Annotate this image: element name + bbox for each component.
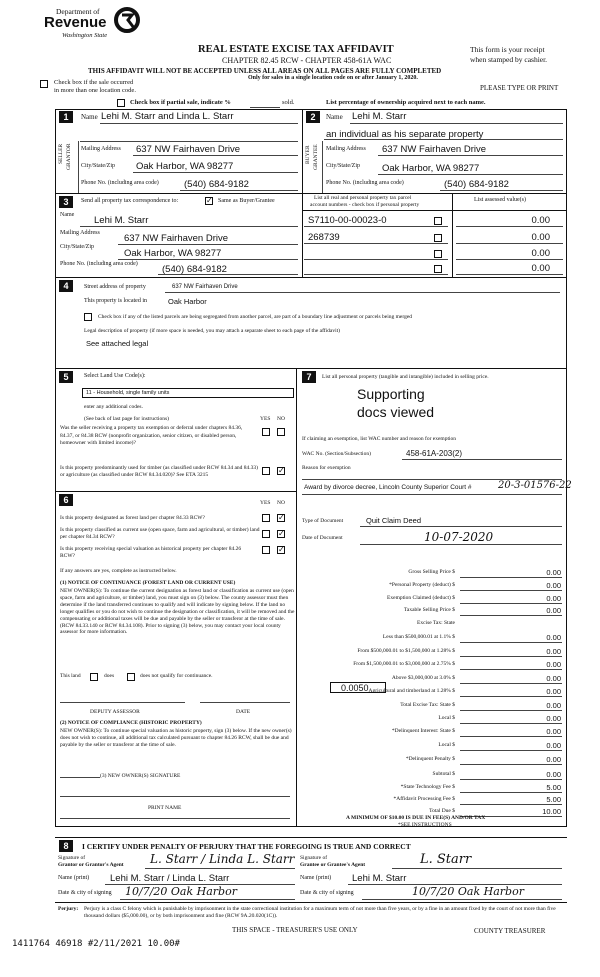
tax-row-value[interactable]: 5.00	[546, 795, 561, 804]
multi-location-label-1: Check box if the sale occurred	[54, 79, 134, 86]
perjury-text: Perjury is a class C felony which is punishable by imprisonment in the state correctional institution for a maximum term of not more than five years, or by a fine in an amount fixed by the court of not more than five thousand dollars ($5,000.00), or by both imprisonment and fine (RCW 9A.20.020(1C)).	[84, 906, 556, 919]
seller-mail[interactable]: 637 NW Fairhaven Drive	[136, 144, 241, 155]
tax-row-label: *Affidavit Processing Fee $	[393, 796, 455, 802]
parcel-4-personal-checkbox[interactable]	[434, 265, 442, 273]
section-2-badge: 2	[306, 111, 320, 123]
tax-row-value[interactable]: 0.00	[546, 741, 561, 750]
tax-row-label: Above $3,000,000 at 3.0% $	[391, 675, 455, 681]
tax-name[interactable]: Lehi M. Starr	[94, 215, 149, 226]
section-1-badge: 1	[59, 111, 73, 123]
seller-phone-label: Phone No. (including area code)	[81, 180, 159, 186]
tax-row-label: Total Excise Tax: State $	[400, 702, 455, 708]
grantee-signature[interactable]: L. Starr	[420, 852, 472, 867]
s5-q1-yes[interactable]	[262, 428, 270, 436]
grantee-sig-label-2: Grantee or Grantee's Agent	[300, 862, 366, 868]
same-as-buyer-label: Same as Buyer/Grantee	[218, 198, 275, 204]
section-5-badge: 5	[59, 371, 73, 383]
grantee-name-label: Name (print)	[300, 875, 332, 881]
deputy-assessor: DEPUTY ASSESSOR	[90, 709, 140, 715]
s6-q3-no[interactable]: ✓	[278, 545, 285, 554]
grantor-date-city[interactable]: 10/7/20 Oak Harbor	[125, 885, 237, 898]
s5-q1: Was the seller receiving a property tax exemption or deferral under chapters 84.36, 84.37, or 84.38 RCW (nonprofit organization, senior citizen, or disabled person, homeowner with limited income)?	[60, 425, 243, 446]
partial-sale-sold: sold.	[282, 99, 295, 106]
tax-row-value[interactable]: 0.00	[546, 687, 561, 696]
parcel-1[interactable]: S7110-00-00023-0	[308, 215, 387, 226]
claiming-exemption: If claiming an exemption, list WAC number and reason for exemption	[302, 436, 457, 442]
grantee-sig-label-1: Signature of	[300, 855, 328, 861]
this-land-label: This land	[60, 673, 81, 679]
additional-codes: enter any additional codes.	[84, 404, 143, 410]
notice1-title: (1) NOTICE OF CONTINUANCE (FOREST LAND OR CURRENT USE)	[60, 580, 236, 586]
tax-row-value[interactable]: 0.00	[546, 770, 561, 779]
form-warning: THIS AFFIDAVIT WILL NOT BE ACCEPTED UNLESS ALL AREAS ON ALL PAGES ARE FULLY COMPLETED	[88, 67, 442, 75]
buyer-name-2[interactable]: an individual as his separate property	[326, 129, 484, 140]
partial-sale-checkbox[interactable]	[117, 99, 125, 107]
parcel-header-2: account numbers - check box if personal property	[310, 202, 420, 208]
section-8-badge: 8	[59, 840, 73, 852]
form-chapter: CHAPTER 82.45 RCW - CHAPTER 458-61A WAC	[222, 56, 392, 65]
grantor-name[interactable]: Lehi M. Starr / Linda L. Starr	[110, 873, 230, 884]
dept-name: Revenue	[44, 14, 107, 31]
revenue-emblem-icon	[114, 6, 140, 34]
s6-q3-yes[interactable]	[262, 546, 270, 554]
case-number[interactable]: 20-3-01576-22	[498, 480, 572, 491]
tax-row-label: Agricultural and timberland at 1.28% $	[368, 688, 455, 694]
doc-date-label: Date of Document	[302, 535, 343, 541]
parcel-2-personal-checkbox[interactable]	[434, 234, 442, 242]
same-as-buyer-checkbox[interactable]: ✓	[206, 196, 213, 205]
doc-type[interactable]: Quit Claim Deed	[366, 516, 422, 525]
tax-row-value[interactable]: 0.00	[546, 568, 561, 577]
located-label: This property is located in	[84, 298, 147, 304]
seller-name-label: Name	[81, 113, 98, 121]
wac-number[interactable]: 458-61A-203(2)	[406, 449, 463, 458]
tax-row-label: Exemption Claimed (deduct) $	[387, 595, 455, 601]
assessed-2[interactable]: 0.00	[531, 232, 550, 243]
supporting-docs-line1: Supporting	[357, 386, 425, 402]
assessed-1[interactable]: 0.00	[531, 215, 550, 226]
print-name: PRINT NAME	[148, 805, 182, 811]
tax-row-label: *State Technology Fee $	[400, 784, 455, 790]
assessed-3[interactable]: 0.00	[531, 248, 550, 259]
s6-q1: Is this property designated as forest land per chapter 84.33 RCW?	[60, 515, 205, 521]
s5-q2-no[interactable]: ✓	[278, 466, 285, 475]
tax-row-label: From $1,500,000.01 to $3,000,000 at 2.75% $	[353, 661, 455, 667]
land-does-label: does	[104, 673, 115, 679]
tax-row-label: *Delinquent Interest: State $	[391, 728, 455, 734]
doc-date[interactable]: 10-07-2020	[424, 530, 494, 544]
tax-row-value[interactable]: 0.00	[546, 606, 561, 615]
deputy-date: DATE	[236, 709, 251, 715]
tax-row-value[interactable]: 0.00	[546, 581, 561, 590]
buyer-name[interactable]: Lehi M. Starr	[352, 111, 407, 122]
tax-row-value[interactable]: 0.00	[546, 633, 561, 642]
seller-side-label: SELLER GRANTOR	[58, 143, 72, 170]
s5-q2-yes[interactable]	[262, 467, 270, 475]
s6-if-yes: If any answers are yes, complete as instructed below.	[60, 568, 177, 574]
tax-row-label: Local $	[438, 715, 455, 721]
multi-location-checkbox[interactable]	[40, 80, 48, 88]
local-rate-box[interactable]: 0.0050	[330, 682, 386, 693]
grantor-name-label: Name (print)	[58, 875, 90, 881]
buyer-phone[interactable]: (540) 684-9182	[444, 179, 509, 190]
grantor-sig-label-2: Grantor or Grantor's Agent	[58, 862, 124, 868]
s6-q2-no[interactable]: ✓	[278, 529, 285, 538]
buyer-side-label: BUYER GRANTEE	[305, 144, 319, 170]
s6-q2: Is this property classified as current use (open space, farm and agricultural, or timber) land per chapter 84.34 RCW?	[60, 527, 260, 540]
s6-no: NO	[277, 500, 285, 506]
s6-q3: Is this property receiving special valuation as historical property per chapter 84.26 RCW?	[60, 546, 242, 559]
tax-mail[interactable]: 637 NW Fairhaven Drive	[124, 233, 229, 244]
s5-q2: Is this property predominantly used for timber (as classified under RCW 84.34 and 84.33) or agriculture (as classified under RCW 84.34.020)? See ETA 3215	[60, 465, 259, 478]
buyer-mail[interactable]: 637 NW Fairhaven Drive	[382, 144, 487, 155]
reason-label: Reason for exemption	[302, 465, 351, 471]
tax-city[interactable]: Oak Harbor, WA 98277	[124, 248, 222, 259]
segregated-label: Check box if any of the listed parcels are being segregated from another parcel, are part of a boundary line adjustment or parcels being merged	[98, 314, 413, 320]
section-4-badge: 4	[59, 280, 73, 292]
parcel-1-personal-checkbox[interactable]	[434, 217, 442, 225]
tax-row-value[interactable]: 10.00	[542, 807, 561, 816]
buyer-name-label: Name	[326, 113, 343, 121]
dept-top: Department of	[56, 7, 100, 16]
notice2-body: NEW OWNER(S): To continue special valuation as historic property, sign (3) below. If the new owner(s) does not wish to continue, all additional tax calculated pursuant to chapter 84.26 RCW, shall be due and payable by the seller or transferor at the time of sale.	[60, 728, 292, 748]
receipt-line-1: This form is your receipt	[470, 45, 545, 54]
buyer-city[interactable]: Oak Harbor, WA 98277	[382, 163, 480, 174]
dept-state: Washington State	[62, 32, 108, 39]
legal-label: Legal description of property (if more space is needed, you may attach a separate sheet to each page of the affidavit)	[84, 328, 340, 334]
revenue-logo	[44, 6, 124, 40]
partial-sale-label: Check box if partial sale, indicate %	[130, 99, 231, 106]
tax-row-value[interactable]: 0.00	[546, 714, 561, 723]
s6-q1-yes[interactable]	[262, 514, 270, 522]
tax-row-label: Excise Tax: State	[416, 620, 455, 626]
grantee-date-city[interactable]: 10/7/20 Oak Harbor	[412, 885, 524, 898]
land-use-select[interactable]: 11 - Household, single family units	[82, 388, 294, 398]
parcel-2[interactable]: 268739	[308, 232, 340, 243]
notice2-title: (2) NOTICE OF COMPLIANCE (HISTORIC PROPERTY)	[60, 720, 202, 726]
personal-property-label: List all personal property (tangible and intangible) included in selling price.	[322, 374, 489, 380]
assessed-4[interactable]: 0.00	[531, 263, 550, 274]
receipt-stamp: 1411764 46918 #2/11/2021 10.00#	[12, 939, 180, 949]
tax-row-label: Total Due $	[429, 808, 455, 814]
section-3-badge: 3	[59, 196, 73, 208]
seller-city[interactable]: Oak Harbor, WA 98277	[136, 161, 234, 172]
form-only-for: Only for sales in a single location code on or after January 1, 2020.	[248, 75, 418, 81]
tax-row-label: Taxable Selling Price $	[403, 607, 455, 613]
tax-mail-label: Mailing Address	[60, 230, 100, 236]
s6-q2-yes[interactable]	[262, 530, 270, 538]
seller-name[interactable]: Lehi M. Starr and Linda L. Starr	[101, 111, 234, 122]
buyer-phone-label: Phone No. (including area code)	[326, 180, 404, 186]
tax-row-label: Gross Selling Price $	[408, 569, 455, 575]
tax-row-label: From $500,000.01 to $1,500,000 at 1.28% $	[357, 648, 455, 654]
grantor-date-label: Date & city of signing	[58, 890, 112, 896]
tax-name-label: Name	[60, 212, 75, 218]
land-use-label: Select Land Use Code(s):	[84, 373, 146, 379]
buyer-mail-label: Mailing Address	[326, 146, 366, 152]
legal-description[interactable]: See attached legal	[86, 339, 149, 348]
located-city[interactable]: Oak Harbor	[168, 297, 207, 306]
assessed-header: List assessed value(s)	[474, 197, 526, 203]
form-title: REAL ESTATE EXCISE TAX AFFIDAVIT	[198, 44, 394, 55]
ownership-note: List percentage of ownership acquired next to each name.	[326, 99, 486, 106]
land-does-not-checkbox[interactable]	[127, 673, 135, 681]
new-owner-signature: (3) NEW OWNER(S) SIGNATURE	[100, 773, 181, 779]
seller-mail-label: Mailing Address	[81, 146, 121, 152]
tax-row-label: Less than $500,000.01 at 1.1% $	[382, 634, 455, 640]
treasurer-space: THIS SPACE - TREASURER'S USE ONLY	[232, 926, 358, 934]
s5-q1-no[interactable]	[277, 428, 285, 436]
buyer-city-label: City/State/Zip	[326, 163, 360, 169]
street-address[interactable]: 637 NW Fairhaven Drive	[172, 284, 238, 290]
tax-row-value[interactable]: 0.00	[546, 647, 561, 656]
tax-row-value[interactable]: 0.00	[546, 594, 561, 603]
parcel-3-personal-checkbox[interactable]	[434, 250, 442, 258]
tax-row-label: *Delinquent Penalty $	[405, 756, 455, 762]
grantee-date-label: Date & city of signing	[300, 890, 354, 896]
multi-location-label-2: in more than one location code.	[54, 87, 136, 94]
grantor-sig-label-1: Signature of	[58, 855, 86, 861]
tax-phone-label: Phone No. (including area code)	[60, 261, 138, 267]
doc-type-label: Type of Document	[302, 518, 344, 524]
tax-row-label: Subtotal $	[432, 771, 455, 777]
grantor-signature[interactable]: L. Starr / Linda L. Starr	[150, 852, 295, 866]
s5-yes: YES	[260, 416, 271, 422]
minimum-due: A MINIMUM OF $10.00 IS DUE IN FEE(S) AND/OR TAX	[346, 815, 486, 821]
see-instructions: *SEE INSTRUCTIONS	[398, 822, 452, 828]
parcel-header-1: List all real and personal property tax parcel	[314, 195, 412, 201]
perjury-title: Perjury:	[58, 906, 79, 912]
grantee-name[interactable]: Lehi M. Starr	[352, 873, 407, 884]
notice1-body: NEW OWNER(S): To continue the current designation as forest land or classification as current use (open space, farm and agriculture, or timber) land, you must sign on (3) below. The county assessor must then determine if the land transferred continues to qualify and will indicate by signing below. If the land no longer qualifies or you do not wish to continue the designation or classification, it will be removed and the compensating or additional taxes will be due and payable by the seller or transferor at the time of sale. (RCW 84.33.140 or RCW 84.34.108). Prior to signing (3) below, you may contact your local county assessor for more information.	[60, 588, 295, 636]
tax-row-value[interactable]: 5.00	[546, 783, 561, 792]
s6-q1-no[interactable]: ✓	[278, 513, 285, 522]
seller-city-label: City/State/Zip	[81, 163, 115, 169]
tax-row-label: Local $	[438, 742, 455, 748]
tax-city-label: City/State/Zip	[60, 244, 94, 250]
send-correspondence-label: Send all property tax correspondence to:	[81, 198, 179, 204]
receipt-line-2: when stamped by cashier.	[470, 55, 548, 64]
county-treasurer: COUNTY TREASURER	[474, 927, 546, 935]
s6-yes: YES	[260, 500, 271, 506]
see-back: (See back of last page for instructions)	[84, 416, 169, 422]
tax-row-value[interactable]: 0.00	[546, 660, 561, 669]
tax-phone[interactable]: (540) 684-9182	[162, 264, 227, 275]
street-label: Street address of property	[84, 284, 146, 290]
wac-label: WAC No. (Section/Subsection)	[302, 451, 371, 457]
s5-no: NO	[277, 416, 285, 422]
land-does-checkbox[interactable]	[90, 673, 98, 681]
tax-row-value[interactable]: 0.00	[546, 755, 561, 764]
exemption-reason[interactable]: Award by divorce decree, Lincoln County Superior Court #	[304, 484, 472, 491]
tax-row-value[interactable]: 0.00	[546, 727, 561, 736]
type-or-print: PLEASE TYPE OR PRINT	[480, 84, 559, 92]
section-7-badge: 7	[302, 371, 316, 383]
seller-phone[interactable]: (540) 684-9182	[184, 179, 249, 190]
tax-row-value[interactable]: 0.00	[546, 701, 561, 710]
certify-statement: I CERTIFY UNDER PENALTY OF PERJURY THAT THE FOREGOING IS TRUE AND CORRECT	[82, 842, 411, 851]
tax-row-value[interactable]: 0.00	[546, 674, 561, 683]
segregated-checkbox[interactable]	[84, 313, 92, 321]
section-6-badge: 6	[59, 494, 73, 506]
tax-row-label: *Personal Property (deduct) $	[389, 582, 455, 588]
supporting-docs-line2: docs viewed	[357, 404, 435, 420]
land-does-not-label: does not qualify for continuance.	[140, 673, 213, 679]
